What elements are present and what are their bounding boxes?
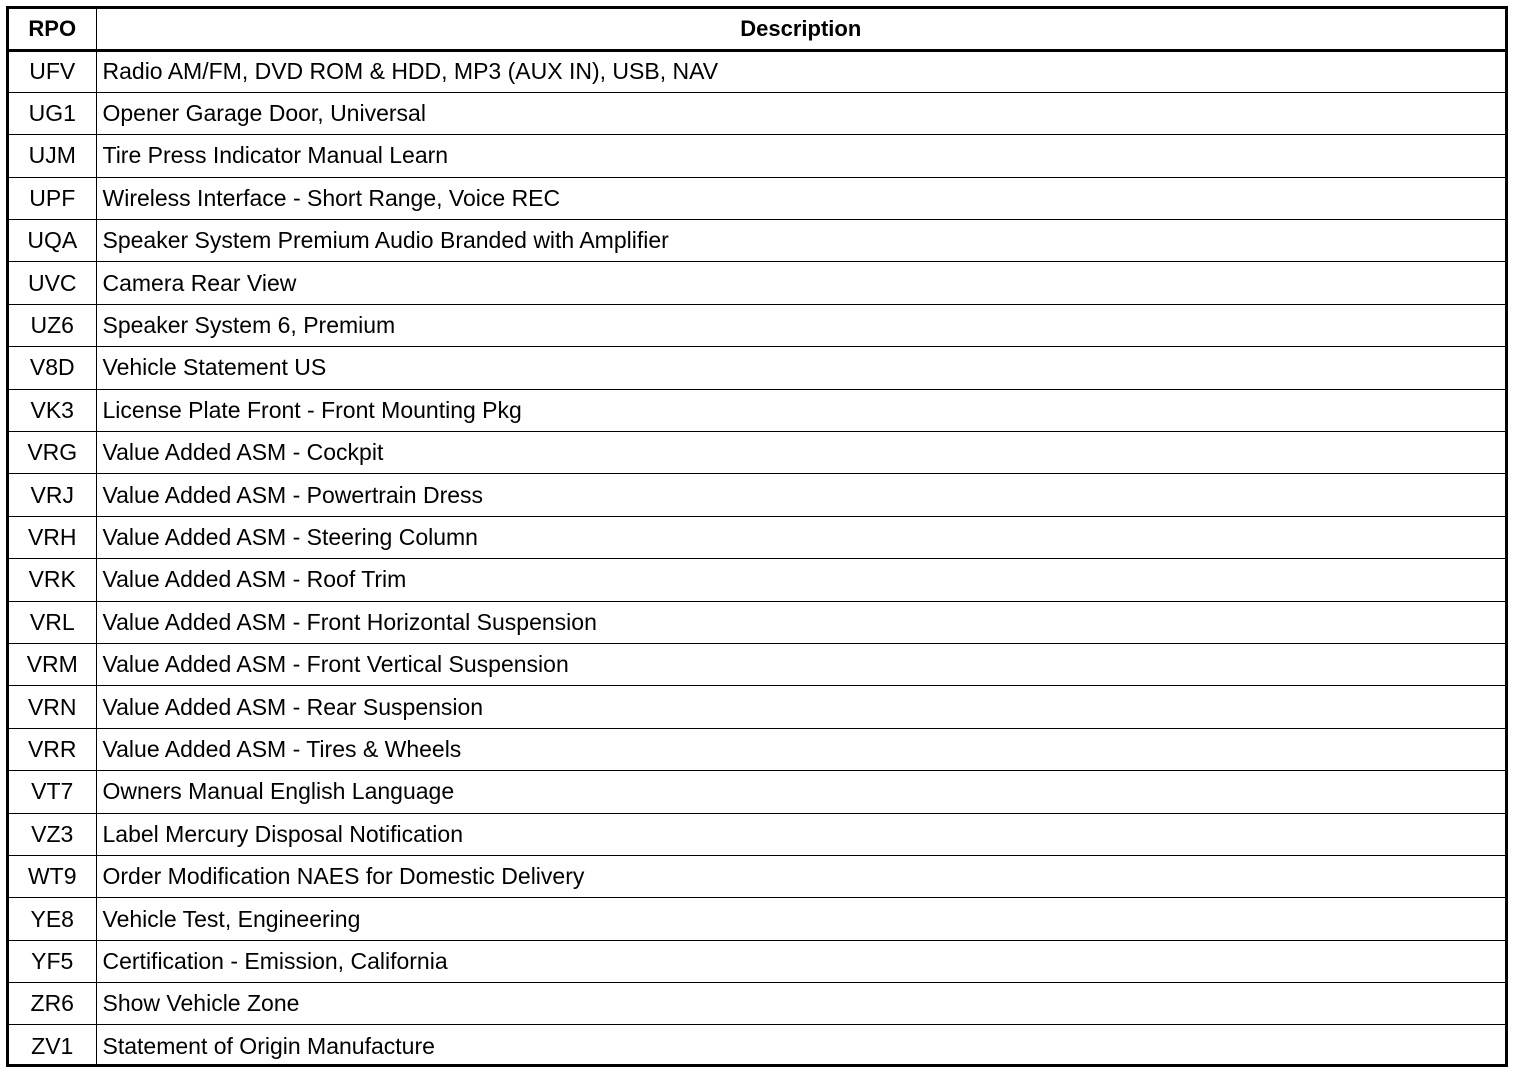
rpo-code-cell: VRM [9,643,96,685]
rpo-code-cell: UQA [9,220,96,262]
table-row [9,855,1505,897]
rpo-code-cell: UFV [9,50,96,92]
rpo-code-cell: UPF [9,177,96,219]
table-row [9,135,1505,177]
table-row [9,559,1505,601]
table-row [9,220,1505,262]
table-row [9,516,1505,558]
description-cell: Camera Rear View [96,262,1505,304]
table-row [9,92,1505,134]
table-row [9,983,1505,1025]
rpo-code-cell: YE8 [9,898,96,940]
description-cell: Statement of Origin Manufacture [96,1025,1505,1067]
description-cell: Value Added ASM - Tires & Wheels [96,728,1505,770]
table-row [9,940,1505,982]
rpo-code-cell: VRR [9,728,96,770]
rpo-code-cell: VRJ [9,474,96,516]
description-cell: Speaker System Premium Audio Branded with Amplifier [96,220,1505,262]
description-cell: Owners Manual English Language [96,771,1505,813]
description-cell: Opener Garage Door, Universal [96,92,1505,134]
table-row [9,813,1505,855]
table-row [9,262,1505,304]
table-row [9,771,1505,813]
table-header-row [9,9,1505,50]
table-row [9,728,1505,770]
description-cell: Wireless Interface - Short Range, Voice REC [96,177,1505,219]
rpo-code-cell: UZ6 [9,304,96,346]
rpo-code-cell: VRL [9,601,96,643]
description-cell: Order Modification NAES for Domestic Delivery [96,855,1505,897]
rpo-code-cell: V8D [9,347,96,389]
rpo-code-cell: UG1 [9,92,96,134]
table-row [9,686,1505,728]
description-cell: Radio AM/FM, DVD ROM & HDD, MP3 (AUX IN), USB, NAV [96,50,1505,92]
rpo-code-cell: VRH [9,516,96,558]
description-cell: Vehicle Statement US [96,347,1505,389]
description-cell: License Plate Front - Front Mounting Pkg [96,389,1505,431]
table-row [9,601,1505,643]
rpo-code-cell: VRG [9,432,96,474]
table-row [9,347,1505,389]
rpo-code-cell: VZ3 [9,813,96,855]
description-cell: Value Added ASM - Rear Suspension [96,686,1505,728]
description-cell: Value Added ASM - Powertrain Dress [96,474,1505,516]
rpo-table [9,9,1505,1067]
header-rpo: RPO [9,9,96,50]
description-cell: Value Added ASM - Front Vertical Suspension [96,643,1505,685]
description-cell: Certification - Emission, California [96,940,1505,982]
table-row [9,50,1505,92]
header-description: Description [96,9,1505,50]
description-cell: Value Added ASM - Roof Trim [96,559,1505,601]
description-cell: Tire Press Indicator Manual Learn [96,135,1505,177]
table-row [9,177,1505,219]
rpo-table-container [6,6,1508,1067]
rpo-code-cell: VRN [9,686,96,728]
table-row [9,389,1505,431]
rpo-code-cell: VRK [9,559,96,601]
table-row [9,432,1505,474]
description-cell: Value Added ASM - Cockpit [96,432,1505,474]
description-cell: Label Mercury Disposal Notification [96,813,1505,855]
rpo-code-cell: ZV1 [9,1025,96,1067]
table-body [9,50,1505,1067]
rpo-code-cell: VT7 [9,771,96,813]
rpo-code-cell: WT9 [9,855,96,897]
rpo-code-cell: UJM [9,135,96,177]
table-row [9,643,1505,685]
rpo-code-cell: VK3 [9,389,96,431]
description-cell: Show Vehicle Zone [96,983,1505,1025]
description-cell: Vehicle Test, Engineering [96,898,1505,940]
table-row [9,474,1505,516]
description-cell: Speaker System 6, Premium [96,304,1505,346]
rpo-code-cell: UVC [9,262,96,304]
table-row [9,898,1505,940]
rpo-code-cell: ZR6 [9,983,96,1025]
description-cell: Value Added ASM - Steering Column [96,516,1505,558]
table-row [9,1025,1505,1067]
table-row [9,304,1505,346]
rpo-code-cell: YF5 [9,940,96,982]
description-cell: Value Added ASM - Front Horizontal Suspension [96,601,1505,643]
